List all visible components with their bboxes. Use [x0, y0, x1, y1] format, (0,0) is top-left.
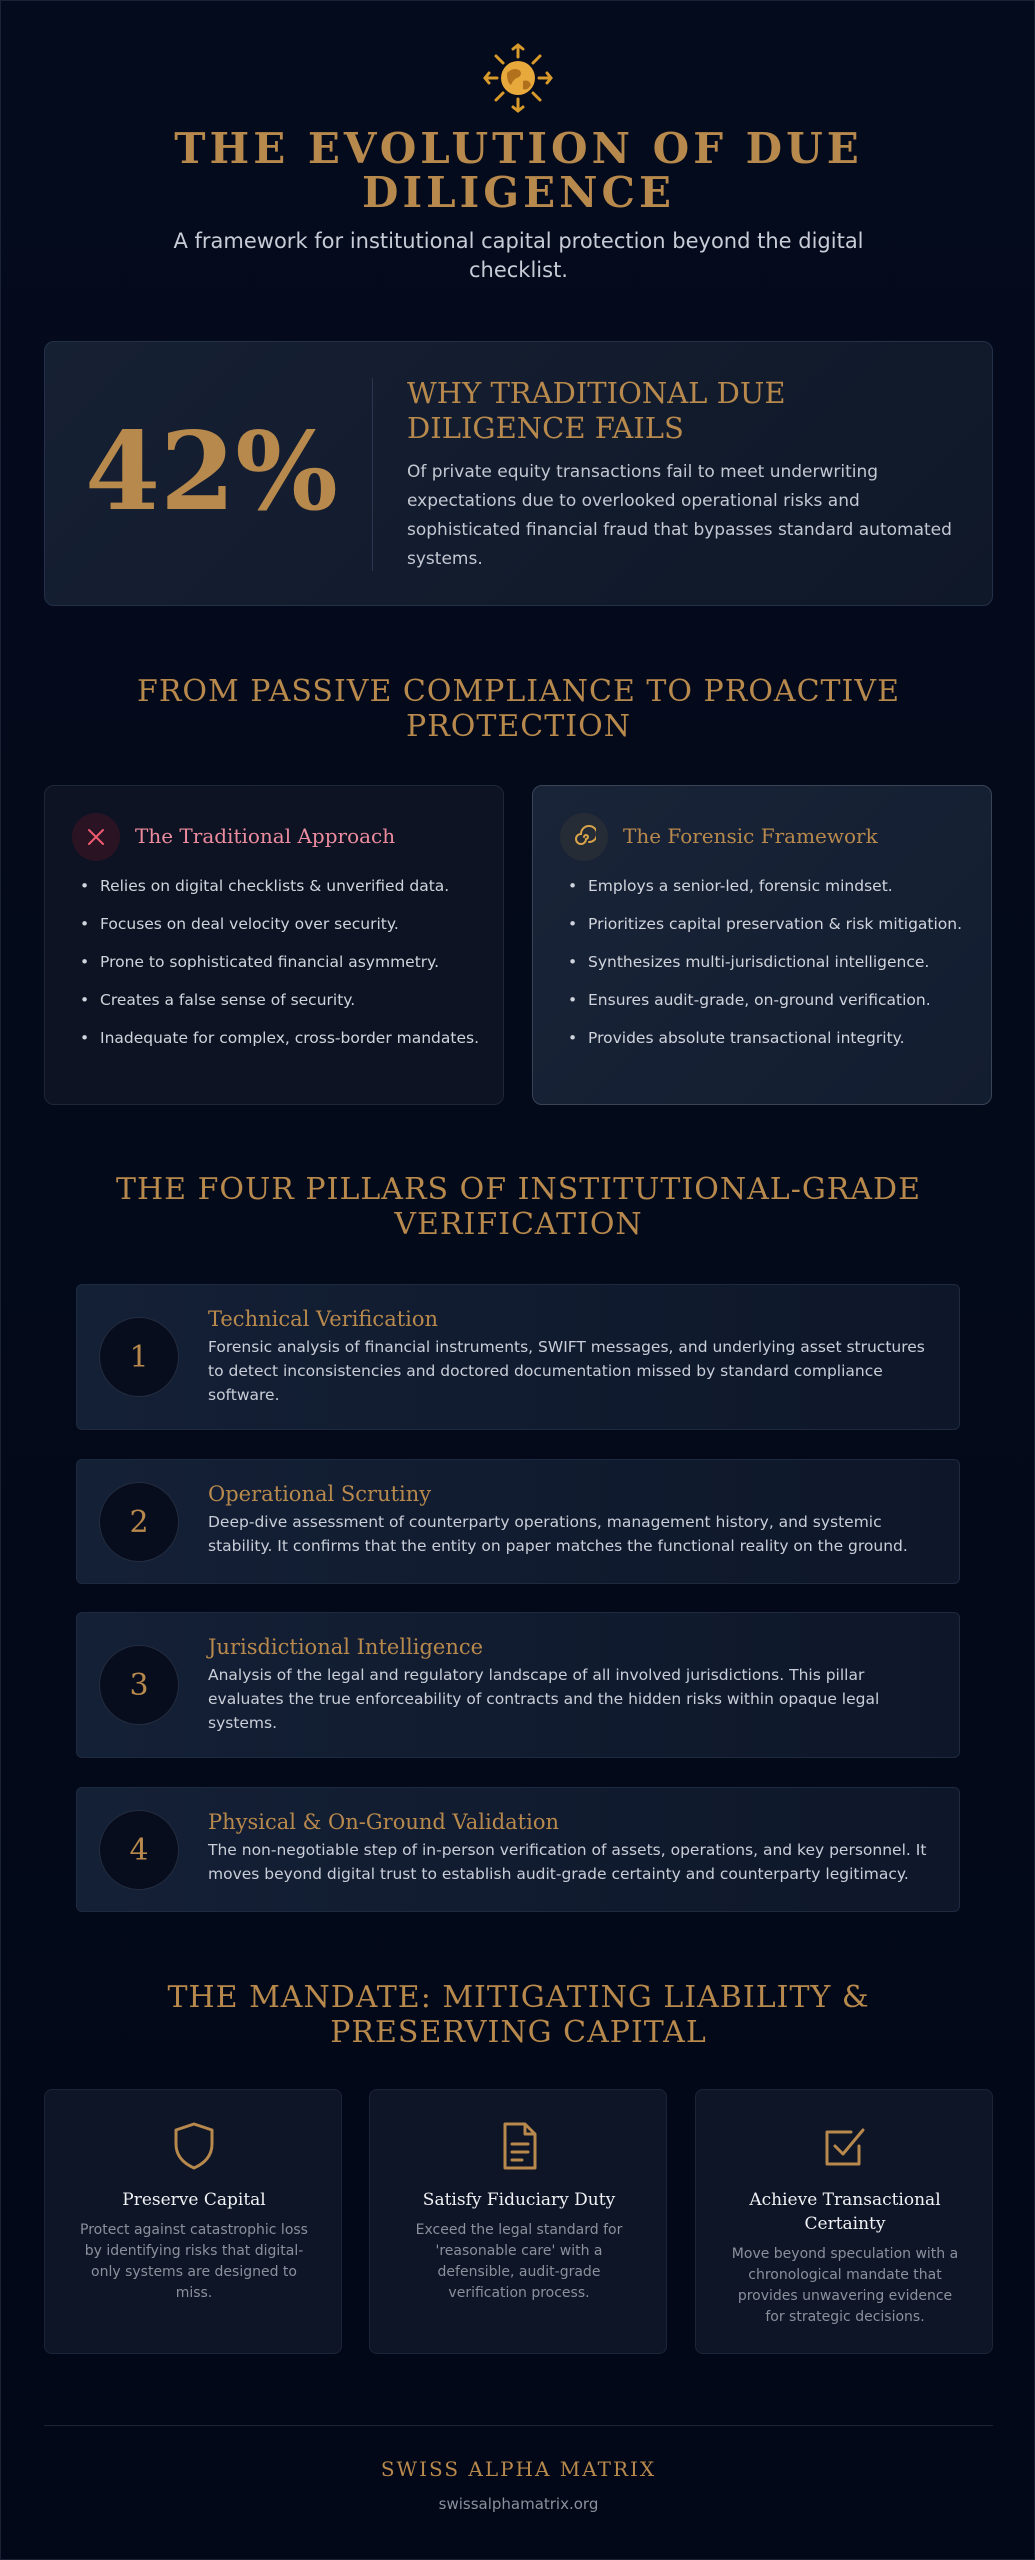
forensic-framework-list — [566, 874, 976, 1064]
pillars-section-title: THE FOUR PILLARS OF INSTITUTIONAL-GRADE VERIFICATION — [116, 1172, 921, 1242]
pillar-title: Physical & On-Ground Validation — [208, 1810, 559, 1834]
checkbox-icon — [821, 2120, 869, 2172]
pillar-card-physical — [76, 1787, 960, 1912]
page-title: THE EVOLUTION OF DUE DILIGENCE — [174, 124, 863, 217]
traditional-approach-card — [44, 785, 504, 1105]
pillar-card-technical — [76, 1284, 960, 1430]
statistic-description: Of private equity transactions fail to meet underwriting expectations due to overlooked operational risks and sophisticated financial fraud that bypasses standard automated systems. — [407, 462, 952, 569]
statistic-value: 42% — [85, 409, 338, 535]
pillar-description: Forensic analysis of financial instruments, SWIFT messages, and underlying asset structures to detect inconsistencies and doctored documentation missed by standard compliance software. — [208, 1338, 925, 1404]
mandate-card-preserve-capital — [44, 2089, 342, 2354]
mandate-card-text: Exceed the legal standard for 'reasonable care' with a defensible, audit-grade verification process. — [415, 2222, 623, 2301]
pillar-description: Analysis of the legal and regulatory landscape of all involved jurisdictions. This pillar evaluates the true enforceability of contracts and the hidden risks within opaque legal systems. — [208, 1666, 880, 1732]
pillar-description: Deep-dive assessment of counterparty operations, management history, and systemic stability. It confirms that the entity on paper matches the functional reality on the ground. — [208, 1513, 908, 1555]
list-item: • Synthesizes multi-jurisdictional intelligence. — [566, 950, 976, 974]
traditional-approach-list — [78, 874, 488, 1064]
mandate-card-transactional-certainty — [695, 2089, 993, 2354]
document-icon — [495, 2120, 543, 2172]
footer-brand: SWISS ALPHA MATRIX — [380, 2457, 657, 2481]
pillar-title: Technical Verification — [208, 1307, 439, 1331]
statistic-card — [44, 341, 993, 606]
spiral-icon — [560, 813, 608, 861]
x-mark-icon — [72, 813, 120, 861]
forensic-framework-card — [532, 785, 992, 1105]
mandate-card-title: Satisfy Fiduciary Duty — [422, 2190, 616, 2210]
page-subtitle: A framework for institutional capital protection beyond the digital checklist. — [173, 229, 864, 282]
globe-sun-emblem-icon — [483, 43, 553, 113]
footer-url-link[interactable]: swissalphamatrix.org — [438, 2495, 599, 2513]
pillar-number: 3 — [99, 1645, 179, 1725]
pillar-number: 1 — [99, 1317, 179, 1397]
pillar-number: 4 — [99, 1810, 179, 1890]
list-item: • Relies on digital checklists & unverified data. — [78, 874, 488, 898]
mandate-card-title: Achieve Transactional Certainty — [749, 2190, 941, 2234]
list-item: • Prioritizes capital preservation & risk mitigation. — [566, 912, 976, 936]
pillar-card-operational — [76, 1459, 960, 1584]
list-item: • Employs a senior-led, forensic mindset. — [566, 874, 976, 898]
shield-icon — [170, 2120, 218, 2172]
pillar-card-jurisdictional — [76, 1612, 960, 1758]
mandate-section-title: THE MANDATE: MITIGATING LIABILITY & PRESERVING CAPITAL — [167, 1980, 870, 2050]
list-item: • Prone to sophisticated financial asymmetry. — [78, 950, 488, 974]
list-item: • Ensures audit-grade, on-ground verification. — [566, 988, 976, 1012]
list-item: • Provides absolute transactional integrity. — [566, 1026, 976, 1050]
pillar-title: Jurisdictional Intelligence — [208, 1635, 484, 1659]
pillar-description: The non-negotiable step of in-person verification of assets, operations, and key personnel. It moves beyond digital trust to establish audit-grade certainty and counterparty legitimacy. — [208, 1841, 927, 1883]
statistic-divider — [372, 378, 373, 571]
traditional-approach-title: The Traditional Approach — [135, 824, 396, 848]
mandate-card-text: Move beyond speculation with a chronological mandate that provides unwavering evidence for strategic decisions. — [731, 2246, 959, 2325]
statistic-heading: WHY TRADITIONAL DUE DILIGENCE FAILS — [407, 376, 786, 445]
mandate-card-text: Protect against catastrophic loss by identifying risks that digital-only systems are designed to miss. — [80, 2222, 308, 2301]
footer-divider — [44, 2425, 993, 2426]
mandate-card-fiduciary-duty — [369, 2089, 667, 2354]
forensic-framework-title: The Forensic Framework — [623, 824, 878, 848]
pillar-title: Operational Scrutiny — [208, 1482, 432, 1506]
comparison-section-title: FROM PASSIVE COMPLIANCE TO PROACTIVE PROTECTION — [137, 674, 900, 744]
list-item: • Inadequate for complex, cross-border mandates. — [78, 1026, 488, 1050]
mandate-card-title: Preserve Capital — [122, 2190, 266, 2210]
list-item: • Focuses on deal velocity over security. — [78, 912, 488, 936]
list-item: • Creates a false sense of security. — [78, 988, 488, 1012]
pillar-number: 2 — [99, 1482, 179, 1562]
